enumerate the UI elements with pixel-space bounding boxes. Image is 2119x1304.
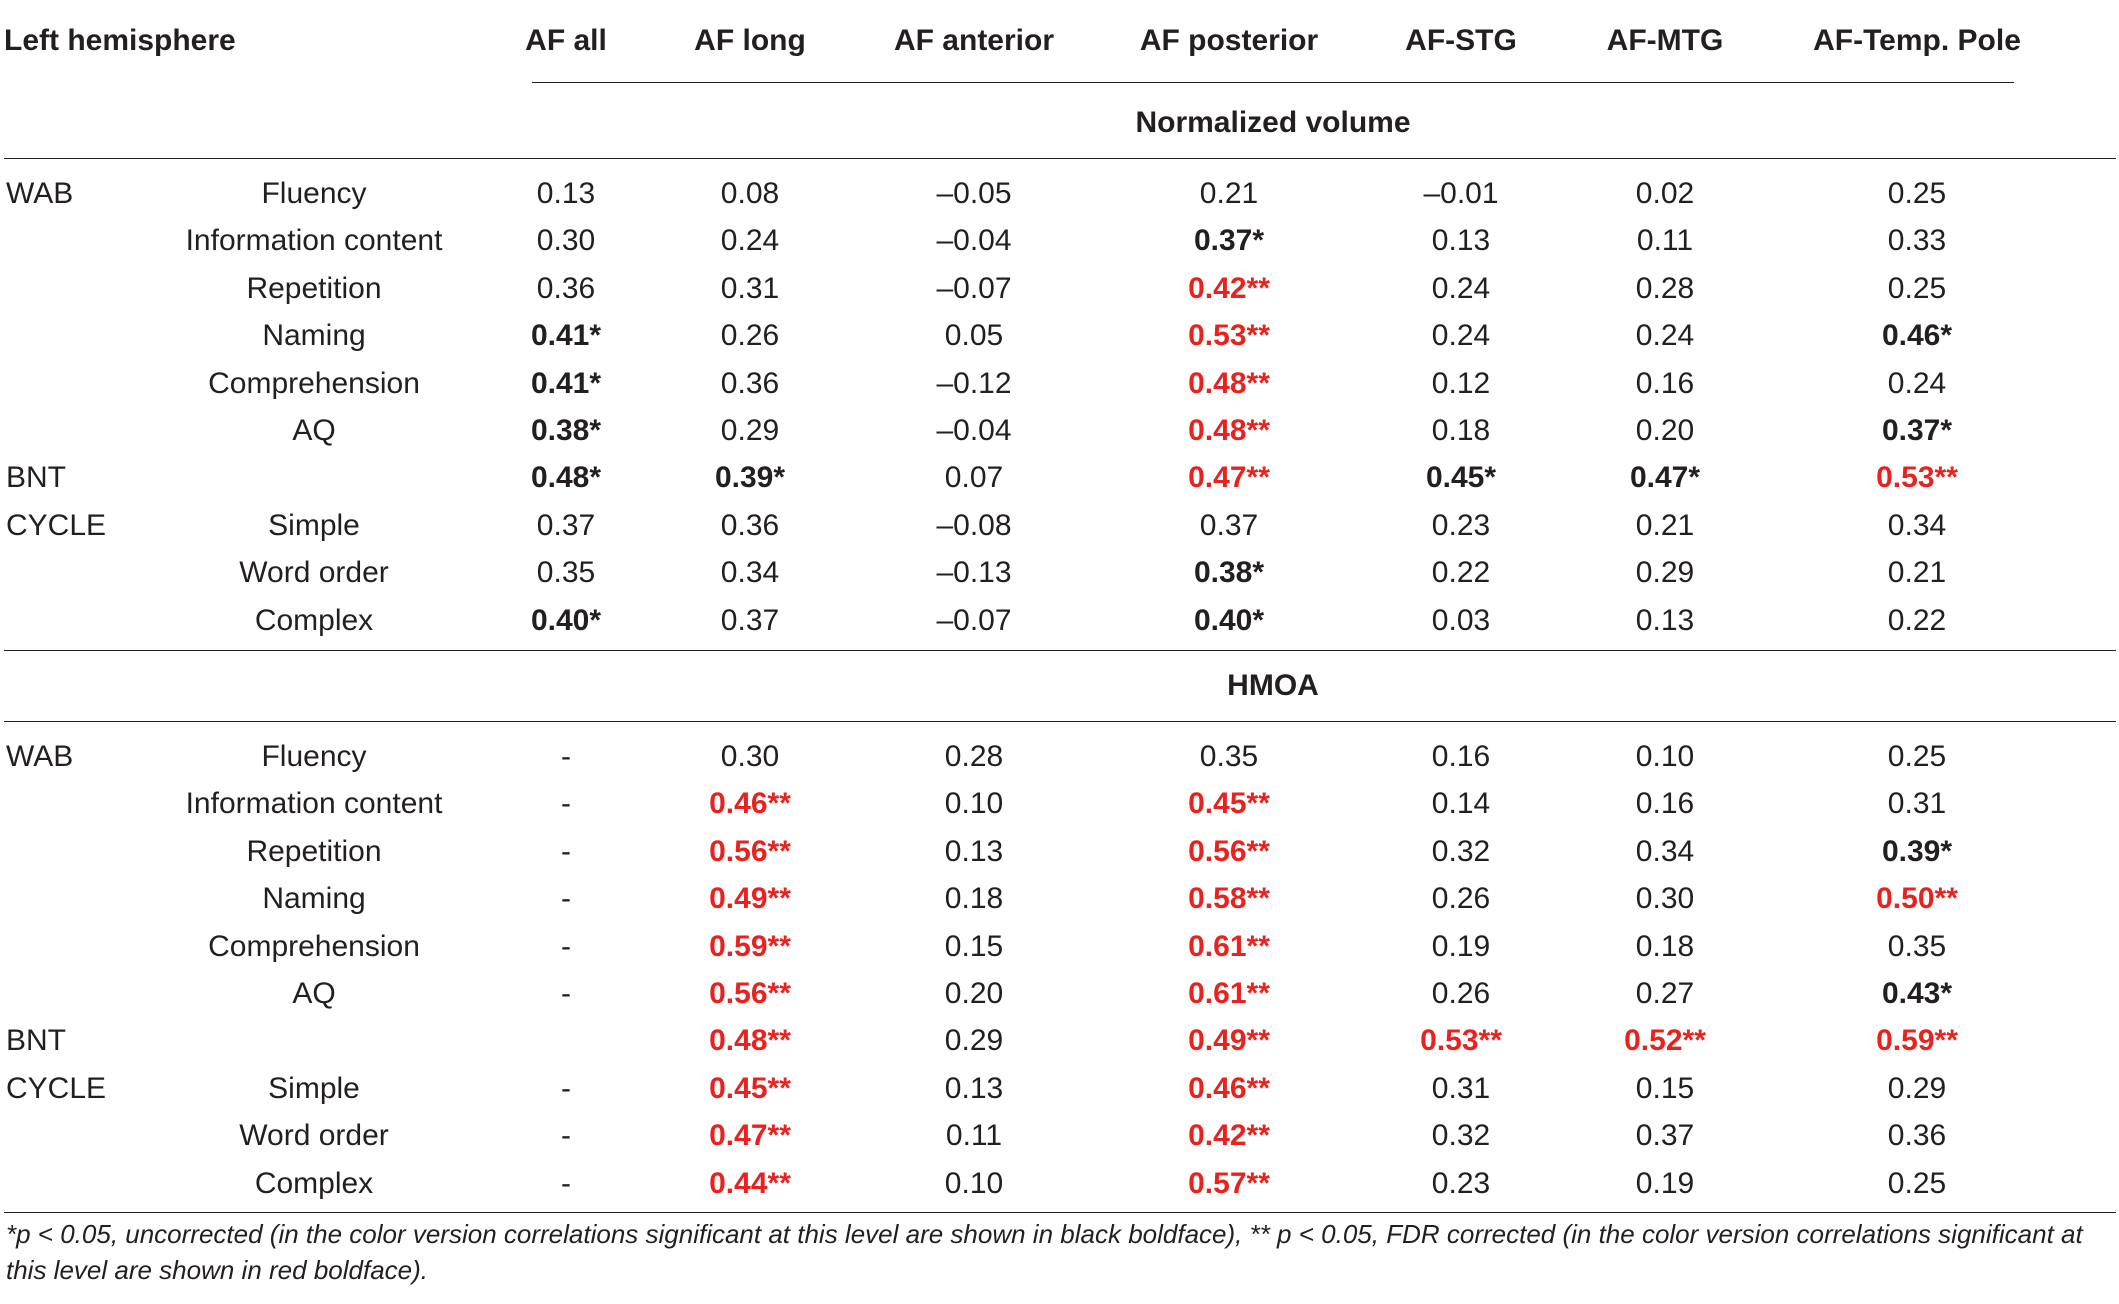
- table-cell: 0.30: [720, 740, 780, 773]
- table-cell: 0.36: [720, 509, 780, 542]
- table-cell: –0.04: [936, 224, 1012, 257]
- table-cell: 0.56**: [1188, 835, 1270, 868]
- table-cell: 0.13: [1431, 224, 1491, 257]
- table-cell: 0.61**: [1188, 977, 1270, 1010]
- table-cell: 0.47**: [709, 1119, 791, 1152]
- table-cell: 0.12: [1431, 367, 1491, 400]
- column-header: AF-MTG: [1606, 24, 1724, 57]
- table-cell: 0.56**: [709, 977, 791, 1010]
- table-cell: 0.35: [1887, 930, 1947, 963]
- table-cell: 0.34: [720, 556, 780, 589]
- table-cell: -: [561, 882, 571, 915]
- table-cell: 0.30: [536, 224, 596, 257]
- column-header: AF-Temp. Pole: [1813, 24, 2021, 57]
- table-cell: 0.53**: [1876, 461, 1958, 494]
- section-title-rule: [4, 721, 2116, 722]
- table-cell: 0.46*: [1881, 319, 1953, 352]
- table-cell: 0.36: [720, 367, 780, 400]
- row-measure-label: Information content: [185, 787, 443, 820]
- row-group-label: BNT: [6, 461, 66, 494]
- table-cell: 0.11: [945, 1119, 1003, 1152]
- table-cell: 0.48*: [530, 461, 602, 494]
- row-measure-label: Fluency: [261, 177, 367, 210]
- table-cell: 0.16: [1431, 740, 1491, 773]
- table-cell: 0.34: [1887, 509, 1947, 542]
- row-measure-label: Information content: [185, 224, 443, 257]
- table-cell: 0.41*: [530, 319, 602, 352]
- table-cell: 0.26: [1431, 882, 1491, 915]
- row-measure-label: Word order: [239, 1119, 389, 1152]
- table-cell: 0.35: [536, 556, 596, 589]
- table-cell: 0.13: [536, 177, 596, 210]
- table-cell: 0.02: [1635, 177, 1695, 210]
- table-cell: 0.39*: [1881, 835, 1953, 868]
- table-cell: 0.21: [1199, 177, 1259, 210]
- header-rule: [532, 82, 2014, 83]
- table-cell: 0.42**: [1188, 272, 1270, 305]
- table-cell: 0.36: [1887, 1119, 1947, 1152]
- table-cell: 0.15: [1635, 1072, 1695, 1105]
- table-cell: 0.10: [1635, 740, 1695, 773]
- table-cell: -: [561, 930, 571, 963]
- table-cell: 0.25: [1887, 177, 1947, 210]
- table-cell: 0.37: [536, 509, 596, 542]
- table-cell: -: [561, 977, 571, 1010]
- table-cell: -: [561, 1119, 571, 1152]
- table-cell: 0.18: [1431, 414, 1491, 447]
- table-cell: 0.20: [944, 977, 1004, 1010]
- row-measure-label: Naming: [262, 319, 366, 352]
- table-cell: 0.26: [720, 319, 780, 352]
- table-cell: 0.38*: [1193, 556, 1265, 589]
- table-cell: 0.45*: [1425, 461, 1497, 494]
- table-cell: 0.49**: [709, 882, 791, 915]
- table-cell: 0.49**: [1188, 1024, 1270, 1057]
- table-cell: 0.25: [1887, 272, 1947, 305]
- table-cell: 0.45**: [1188, 787, 1270, 820]
- row-measure-label: Complex: [254, 604, 374, 637]
- table-cell: 0.34: [1635, 835, 1695, 868]
- section-title-rule: [4, 158, 2116, 159]
- column-header: AF long: [694, 24, 806, 57]
- table-cell: –0.08: [936, 509, 1012, 542]
- row-measure-label: AQ: [292, 977, 336, 1010]
- table-cell: 0.52**: [1624, 1024, 1706, 1057]
- table-cell: –0.07: [936, 604, 1012, 637]
- table-cell: 0.24: [1887, 367, 1947, 400]
- table-cell: –0.01: [1423, 177, 1499, 210]
- table-cell: 0.15: [944, 930, 1004, 963]
- table-cell: 0.47*: [1629, 461, 1701, 494]
- table-cell: 0.22: [1431, 556, 1491, 589]
- table-cell: 0.24: [1431, 272, 1491, 305]
- table-cell: 0.25: [1887, 740, 1947, 773]
- section-title: Normalized volume: [1135, 106, 1411, 139]
- table-cell: 0.48**: [1188, 414, 1270, 447]
- table-cell: 0.42**: [1188, 1119, 1270, 1152]
- corner-label: Left hemisphere: [4, 24, 236, 57]
- table-cell: 0.18: [1635, 930, 1695, 963]
- table-cell: 0.11: [1636, 224, 1694, 257]
- table-cell: 0.32: [1431, 835, 1491, 868]
- table-cell: 0.28: [944, 740, 1004, 773]
- table-cell: 0.21: [1887, 556, 1947, 589]
- table-cell: 0.18: [944, 882, 1004, 915]
- table-cell: 0.37*: [1193, 224, 1265, 257]
- table-cell: 0.29: [944, 1024, 1004, 1057]
- table-cell: 0.03: [1431, 604, 1491, 637]
- table-cell: 0.30: [1635, 882, 1695, 915]
- table-cell: 0.37: [1635, 1119, 1695, 1152]
- table-bottom-rule: [4, 1212, 2116, 1213]
- table-cell: 0.29: [1887, 1072, 1947, 1105]
- table-cell: 0.22: [1887, 604, 1947, 637]
- row-measure-label: Comprehension: [208, 930, 420, 963]
- column-header: AF all: [525, 24, 607, 57]
- table-cell: 0.44**: [709, 1167, 791, 1200]
- column-header: AF-STG: [1405, 24, 1517, 57]
- table-cell: 0.48**: [709, 1024, 791, 1057]
- table-cell: 0.21: [1635, 509, 1695, 542]
- table-cell: 0.16: [1635, 367, 1695, 400]
- table-cell: 0.46**: [1188, 1072, 1270, 1105]
- table-cell: 0.36: [536, 272, 596, 305]
- section-divider: [4, 650, 2116, 651]
- row-group-label: CYCLE: [6, 1072, 107, 1105]
- table-cell: 0.25: [1887, 1167, 1947, 1200]
- row-measure-label: Fluency: [261, 740, 367, 773]
- table-cell: 0.40*: [530, 604, 602, 637]
- table-cell: 0.41*: [530, 367, 602, 400]
- row-measure-label: Simple: [268, 509, 360, 542]
- table-cell: 0.24: [1635, 319, 1695, 352]
- table-cell: 0.59**: [709, 930, 791, 963]
- footnote: *p < 0.05, uncorrected (in the color version correlations significant at this level are shown in black boldface), ** p < 0.05, FDR corrected (in the color version correlations significant at this level are shown in red boldface).: [6, 1219, 2083, 1285]
- table-cell: 0.45**: [709, 1072, 791, 1105]
- table-cell: 0.10: [944, 787, 1004, 820]
- table-cell: 0.38*: [530, 414, 602, 447]
- table-cell: -: [561, 740, 571, 773]
- row-measure-label: Naming: [262, 882, 366, 915]
- column-header: AF posterior: [1139, 24, 1319, 57]
- table-cell: -: [561, 787, 571, 820]
- table-cell: –0.05: [936, 177, 1012, 210]
- row-measure-label: Complex: [254, 1167, 374, 1200]
- table-cell: 0.26: [1431, 977, 1491, 1010]
- table-cell: 0.24: [1431, 319, 1491, 352]
- table-cell: 0.14: [1431, 787, 1491, 820]
- row-group-label: BNT: [6, 1024, 66, 1057]
- table-cell: 0.20: [1635, 414, 1695, 447]
- table-cell: –0.07: [936, 272, 1012, 305]
- table-cell: 0.13: [1635, 604, 1695, 637]
- row-group-label: WAB: [6, 740, 74, 773]
- row-group-label: CYCLE: [6, 509, 107, 542]
- table-cell: 0.05: [944, 319, 1004, 352]
- table-cell: 0.31: [720, 272, 780, 305]
- row-measure-label: Comprehension: [208, 367, 420, 400]
- table-cell: 0.61**: [1188, 930, 1270, 963]
- table-cell: -: [561, 1167, 571, 1200]
- table-cell: 0.57**: [1188, 1167, 1270, 1200]
- table-cell: -: [561, 835, 571, 868]
- table-cell: 0.53**: [1420, 1024, 1502, 1057]
- table-cell: 0.59**: [1876, 1024, 1958, 1057]
- table-cell: 0.07: [944, 461, 1004, 494]
- table-cell: 0.19: [1635, 1167, 1695, 1200]
- table-cell: 0.10: [944, 1167, 1004, 1200]
- row-measure-label: Repetition: [246, 835, 382, 868]
- table-cell: 0.31: [1887, 787, 1947, 820]
- table-cell: 0.16: [1635, 787, 1695, 820]
- table-cell: –0.12: [936, 367, 1012, 400]
- table-cell: 0.37*: [1881, 414, 1953, 447]
- column-header: AF anterior: [893, 24, 1055, 57]
- table-cell: 0.48**: [1188, 367, 1270, 400]
- section-title: HMOA: [1227, 669, 1319, 702]
- table-cell: 0.13: [944, 1072, 1004, 1105]
- table-cell: 0.58**: [1188, 882, 1270, 915]
- table-cell: 0.19: [1431, 930, 1491, 963]
- table-cell: 0.56**: [709, 835, 791, 868]
- row-measure-label: AQ: [292, 414, 336, 447]
- table-cell: 0.37: [1199, 509, 1259, 542]
- table-cell: 0.46**: [709, 787, 791, 820]
- table-cell: 0.43*: [1881, 977, 1953, 1010]
- table-cell: 0.23: [1431, 1167, 1491, 1200]
- table-cell: 0.29: [1635, 556, 1695, 589]
- table-cell: 0.47**: [1188, 461, 1270, 494]
- table-cell: 0.33: [1887, 224, 1947, 257]
- table-cell: 0.32: [1431, 1119, 1491, 1152]
- table-cell: 0.27: [1635, 977, 1695, 1010]
- table-cell: 0.23: [1431, 509, 1491, 542]
- row-measure-label: Repetition: [246, 272, 382, 305]
- table-cell: 0.35: [1199, 740, 1259, 773]
- table-cell: 0.53**: [1188, 319, 1270, 352]
- table-cell: 0.13: [944, 835, 1004, 868]
- table-cell: -: [561, 1072, 571, 1105]
- table-cell: 0.29: [720, 414, 780, 447]
- table-cell: 0.39*: [714, 461, 786, 494]
- table-cell: 0.40*: [1193, 604, 1265, 637]
- table-cell: 0.31: [1431, 1072, 1491, 1105]
- table-cell: –0.04: [936, 414, 1012, 447]
- table-cell: 0.50**: [1876, 882, 1958, 915]
- table-cell: –0.13: [936, 556, 1012, 589]
- table-cell: 0.08: [720, 177, 780, 210]
- row-measure-label: Simple: [268, 1072, 360, 1105]
- row-measure-label: Word order: [239, 556, 389, 589]
- row-group-label: WAB: [6, 177, 74, 210]
- table-cell: 0.24: [720, 224, 780, 257]
- table-cell: 0.28: [1635, 272, 1695, 305]
- table-cell: 0.37: [720, 604, 780, 637]
